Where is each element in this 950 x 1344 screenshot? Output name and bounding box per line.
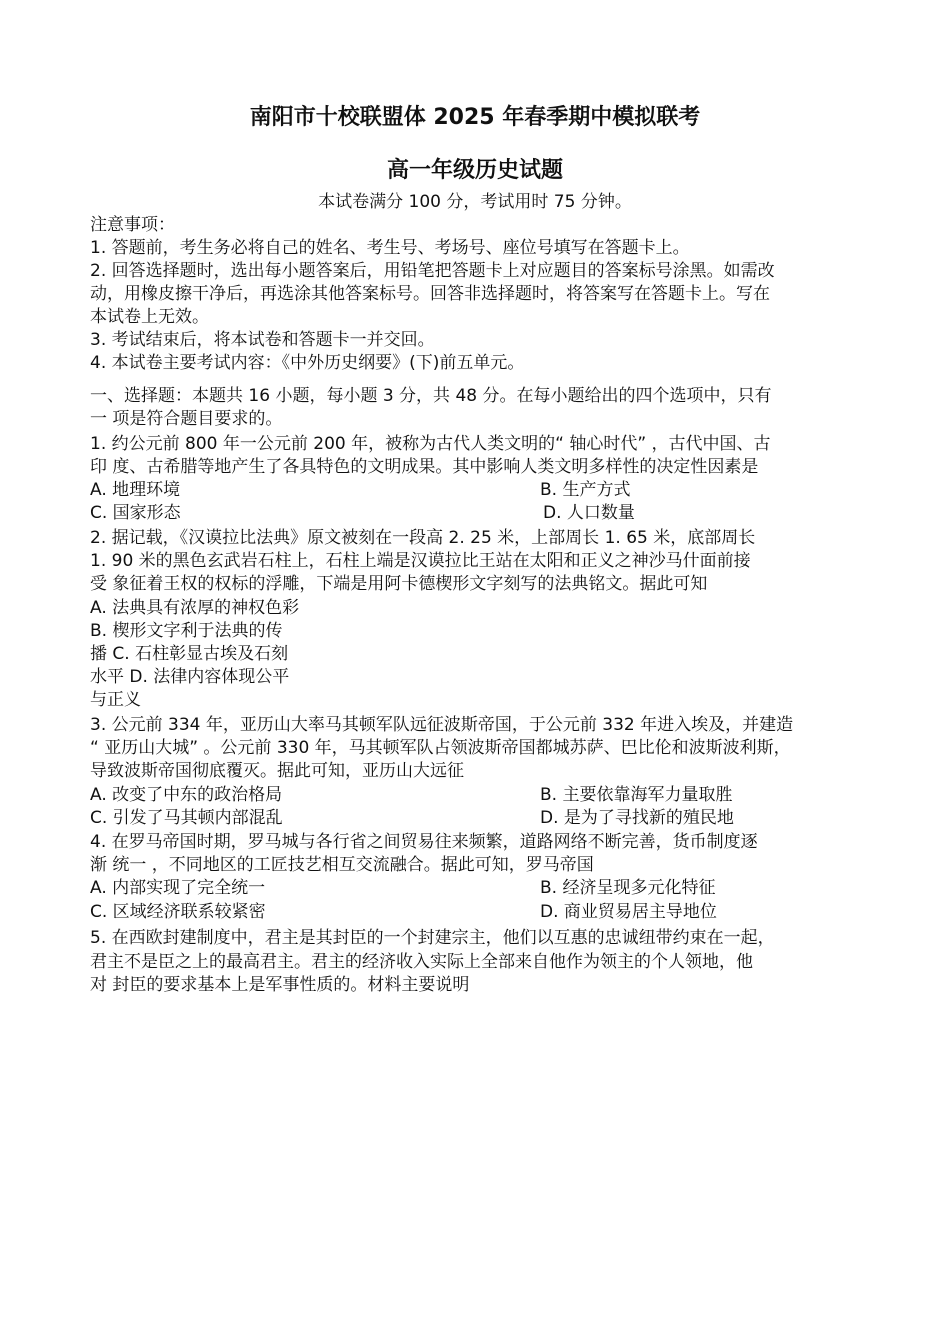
question-2-option-d[interactable]: 水平 D. 法律内容体现公平 — [90, 667, 290, 687]
question-4-stem: 渐 统一 ，不同地区的工匠技艺相互交流融合。据此可知，罗马帝国 — [90, 855, 594, 875]
question-2-option-a[interactable]: A. 法典具有浓厚的神权色彩 — [90, 598, 300, 618]
notice-heading: 注意事项： — [90, 215, 175, 235]
notice-line: 动，用橡皮擦干净后，再选涂其他答案标号。回答非选择题时，将答案写在答题卡上。写在 — [90, 284, 770, 304]
notice-line: 1. 答题前，考生务必将自己的姓名、考生号、考场号、座位号填写在答题卡上。 — [90, 238, 690, 258]
section-heading-cont: 一 项是符合题目要求的。 — [90, 409, 283, 429]
question-3-stem: 导致波斯帝国彻底覆灭。据此可知，亚历山大远征 — [90, 761, 464, 781]
question-2-option-c[interactable]: 播 C. 石柱彰显古埃及石刻 — [90, 644, 289, 664]
question-5-stem: 对 封臣的要求基本上是军事性质的。材料主要说明 — [90, 975, 470, 995]
question-2-option-b[interactable]: B. 楔形文字利于法典的传 — [90, 621, 283, 641]
notice-line: 本试卷上无效。 — [90, 307, 209, 327]
question-3-stem: 3. 公元前 334 年，亚历山大率马其顿军队远征波斯帝国，于公元前 332 年进入埃及，并建造 — [90, 715, 794, 735]
question-3-option-a[interactable]: A. 改变了中东的政治格局 — [90, 785, 283, 805]
question-3-stem: “ 亚历山大城” 。公元前 330 年，马其顿军队占领波斯帝国都城苏萨、巴比伦和波斯波利斯， — [90, 738, 791, 758]
question-1-option-a[interactable]: A. 地理环境 — [90, 480, 181, 500]
question-2-stem: 1. 90 米的黑色玄武岩石柱上，石柱上端是汉谟拉比王站在太阳和正义之神沙马什面前接 — [90, 551, 751, 571]
question-3-option-b[interactable]: B. 主要依靠海军力量取胜 — [540, 785, 733, 805]
question-1-option-b[interactable]: B. 生产方式 — [540, 480, 631, 500]
question-4-option-d[interactable]: D. 商业贸易居主导地位 — [540, 902, 717, 922]
question-5-stem: 5. 在西欧封建制度中，君主是其封臣的一个封建宗主，他们以互惠的忠诚纽带约束在一起， — [90, 928, 775, 948]
question-4-option-b[interactable]: B. 经济呈现多元化特征 — [540, 878, 716, 898]
question-2-stem: 2. 据记载，《汉谟拉比法典》原文被刻在一段高 2. 25 米，上部周长 1. 65 米，底部周长 — [90, 528, 756, 548]
question-5-stem: 君主不是臣之上的最高君主。君主的经济收入实际上全部来自他作为领主的个人领地，他 — [90, 952, 753, 972]
exam-subtitle: 高一年级历史试题 — [386, 158, 563, 183]
question-1-stem: 1. 约公元前 800 年一公元前 200 年，被称为古代人类文明的“ 轴心时代” ，古代中国、古 — [90, 434, 771, 454]
question-2-option-d-cont: 与正义 — [90, 690, 141, 710]
notice-line: 4. 本试卷主要考试内容：《中外历史纲要》(下)前五单元。 — [90, 353, 525, 373]
question-1-option-d[interactable]: D. 人口数量 — [543, 503, 635, 523]
question-3-option-c[interactable]: C. 引发了马其顿内部混乱 — [90, 808, 283, 828]
question-1-option-c[interactable]: C. 国家形态 — [90, 503, 181, 523]
question-4-option-a[interactable]: A. 内部实现了完全统一 — [90, 878, 266, 898]
section-heading: 一、选择题：本题共 16 小题，每小题 3 分，共 48 分。在每小题给出的四个选项中，只有 — [90, 386, 772, 406]
notice-line: 2. 回答选择题时，选出每小题答案后，用铅笔把答题卡上对应题目的答案标号涂黑。如需改 — [90, 261, 775, 281]
exam-info: 本试卷满分 100 分，考试用时 75 分钟。 — [318, 192, 632, 212]
question-4-option-c[interactable]: C. 区域经济联系较紧密 — [90, 902, 266, 922]
question-3-option-d[interactable]: D. 是为了寻找新的殖民地 — [540, 808, 734, 828]
exam-title: 南阳市十校联盟体 2025 年春季期中模拟联考 — [249, 105, 701, 130]
notice-line: 3. 考试结束后，将本试卷和答题卡一并交回。 — [90, 330, 435, 350]
question-1-stem: 印 度、古希腊等地产生了各具特色的文明成果。其中影响人类文明多样性的决定性因素是 — [90, 457, 759, 477]
question-2-stem: 受 象征着王权的权标的浮雕，下端是用阿卡德楔形文字刻写的法典铭文。据此可知 — [90, 574, 708, 594]
question-4-stem: 4. 在罗马帝国时期，罗马城与各行省之间贸易往来频繁，道路网络不断完善，货币制度逐 — [90, 832, 758, 852]
